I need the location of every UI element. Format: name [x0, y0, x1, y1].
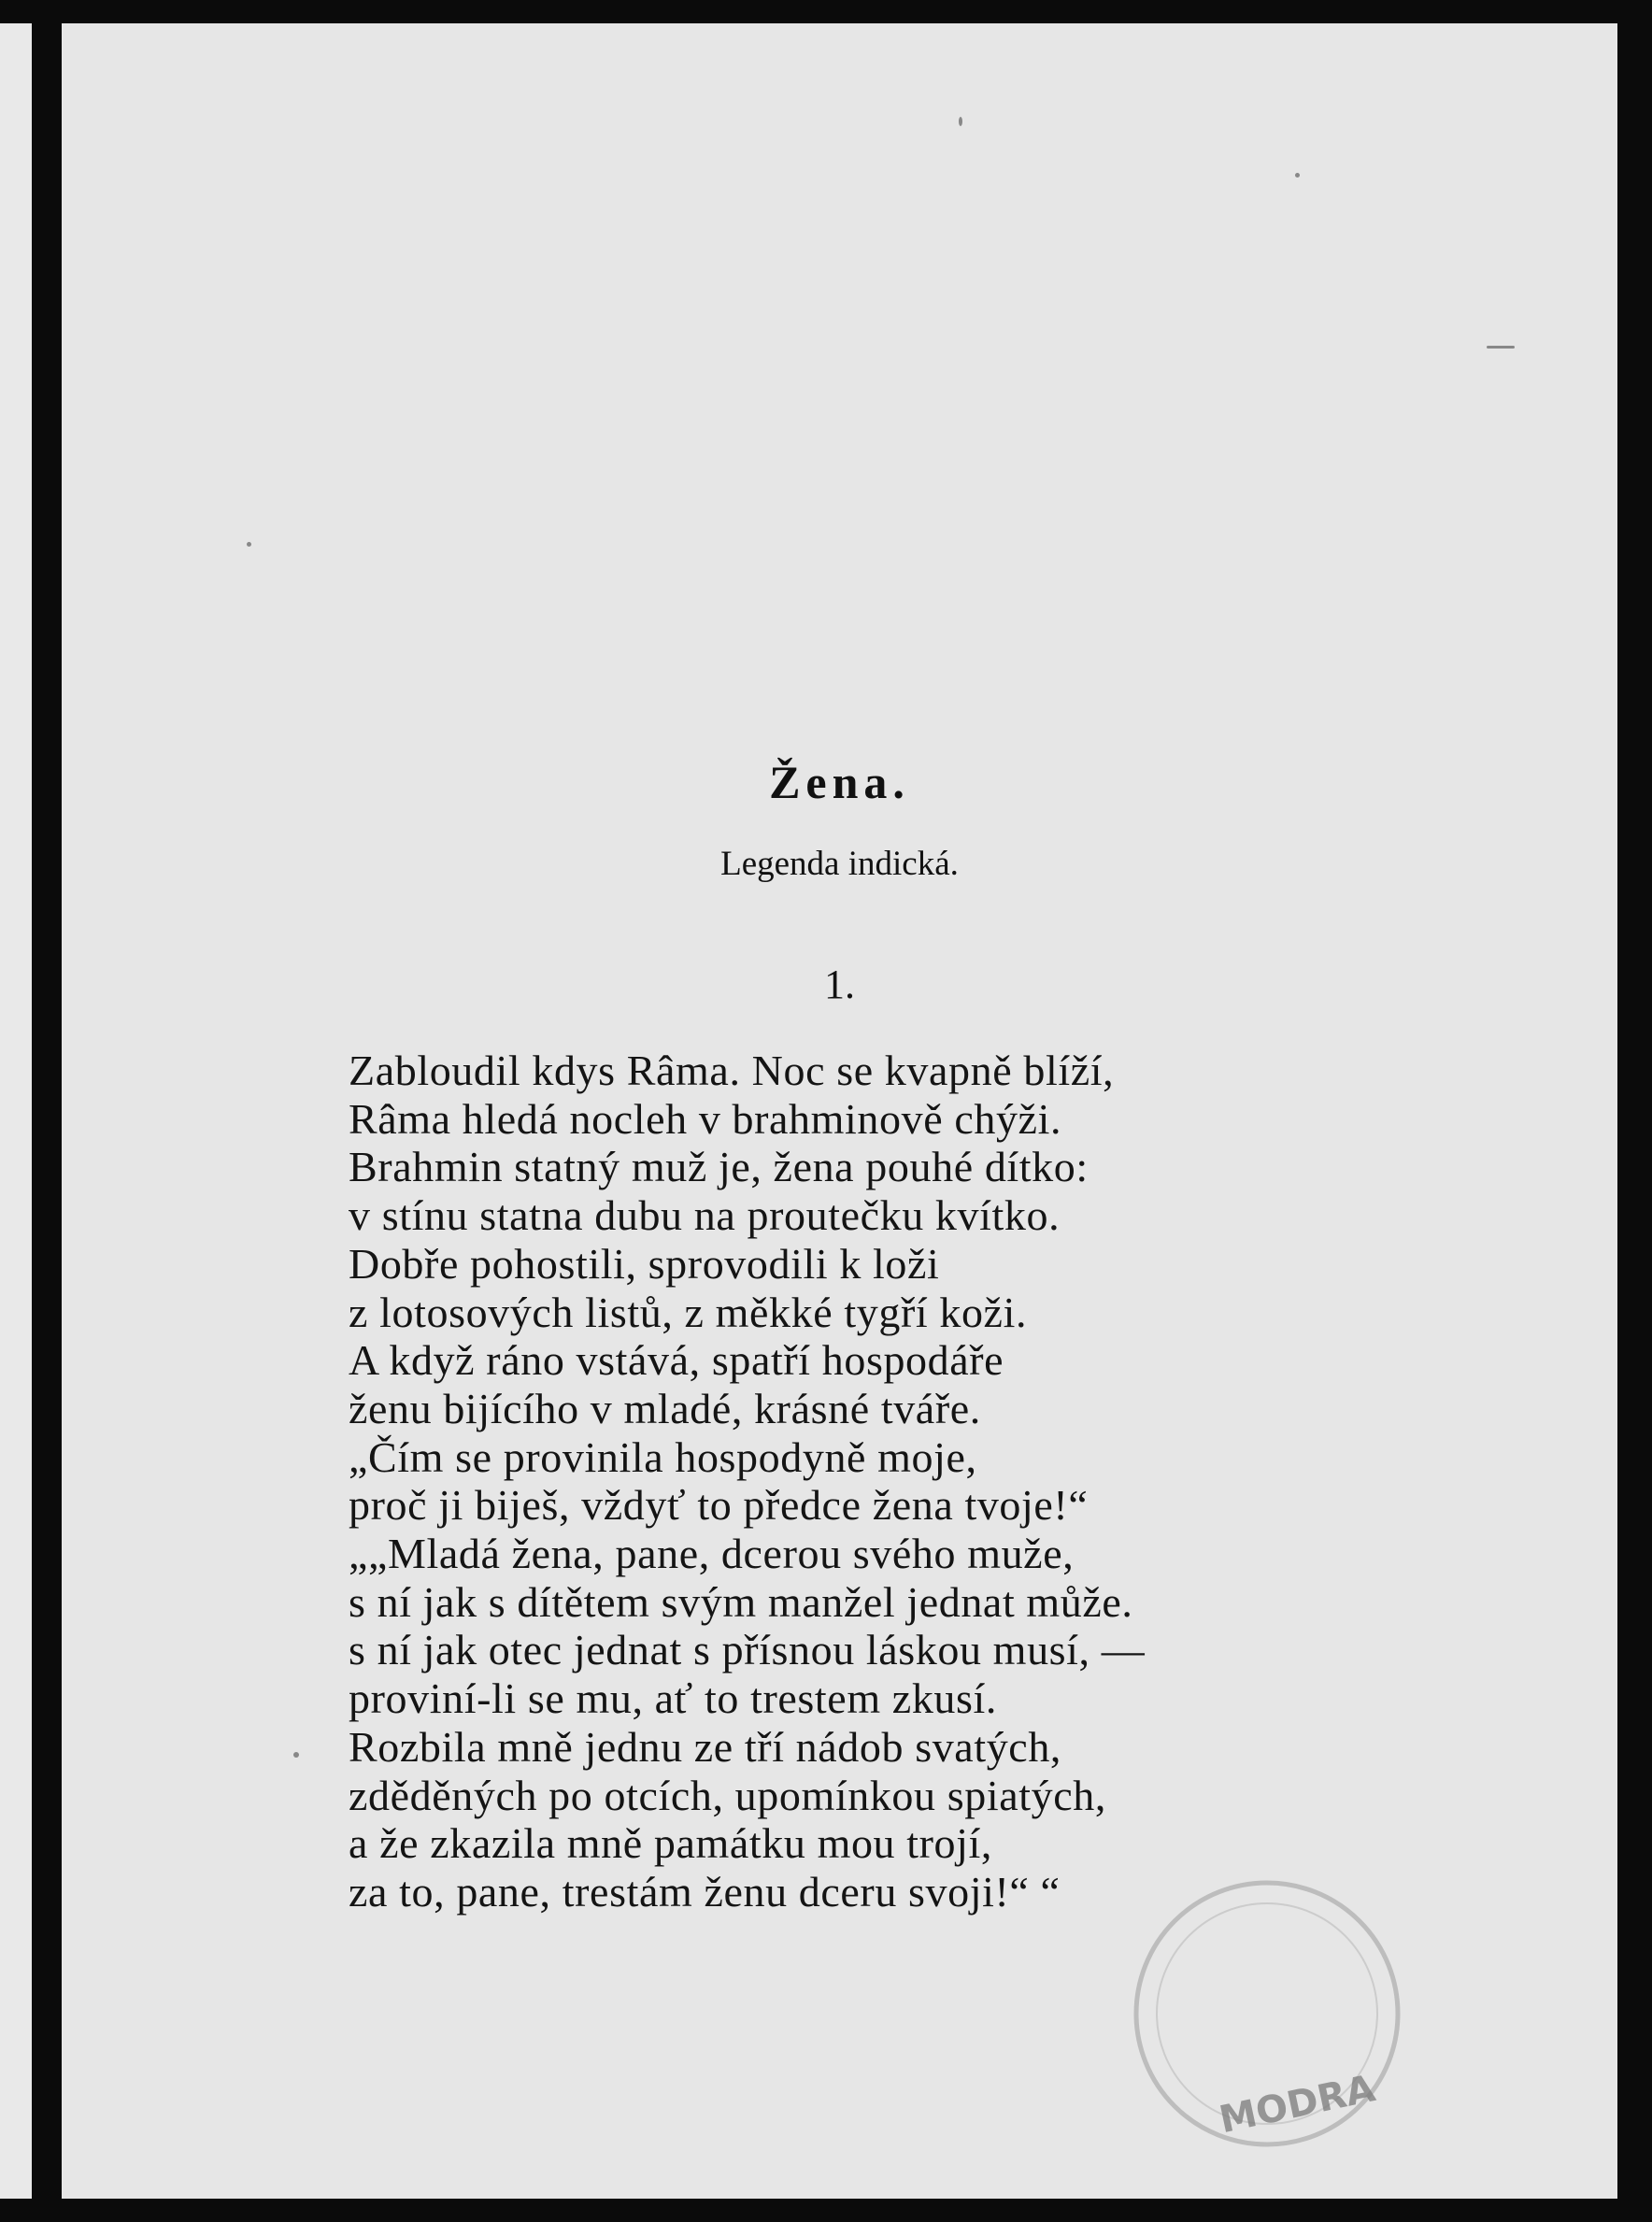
verse-line: a že zkazila mně památku mou trojí,: [349, 1819, 993, 1868]
adjacent-page-edge: [0, 23, 32, 2199]
verse-line: proviní-li se mu, ať to trestem zkusí.: [349, 1674, 997, 1723]
paper-speck: [247, 542, 251, 547]
verse-line: Dobře pohostili, sprovodili k loži: [349, 1239, 940, 1288]
verse-line: s ní jak otec jednat s přísnou láskou musí, —: [349, 1626, 1146, 1674]
verse-line: s ní jak s dítětem svým manžel jednat může.: [349, 1577, 1133, 1626]
paper-speck: [1487, 346, 1515, 349]
verse-line: „„Mladá žena, pane, dcerou svého muže,: [349, 1530, 1075, 1578]
verse-line: Zabloudil kdys Râma. Noc se kvapně blíží,: [349, 1047, 1115, 1094]
paper-speck: [959, 117, 962, 126]
verse-line: A když ráno vstává, spatří hospodáře: [349, 1336, 1004, 1385]
library-stamp: [1108, 1859, 1426, 2168]
stamp-text: MODRA: [1215, 2067, 1379, 2143]
section-number: 1.: [824, 961, 855, 1007]
poem-subtitle: Legenda indická.: [720, 845, 959, 883]
verse-line: ženu bijícího v mladé, krásné tváře.: [349, 1384, 981, 1432]
verse-line: za to, pane, trestám ženu dceru svoji!“ “: [349, 1867, 1061, 1916]
verse-line: proč ji biješ, vždyť to předce žena tvoje!“: [349, 1481, 1089, 1530]
poem-title: Žena.: [769, 756, 910, 808]
verse-line: v stínu statna dubu na proutečku kvítko.: [349, 1191, 1061, 1240]
verse-line: Brahmin statný muž je, žena pouhé dítko:: [349, 1143, 1089, 1191]
paper-speck: [1295, 173, 1300, 178]
poem-verse: [349, 1047, 1339, 1916]
paper-speck: [293, 1752, 299, 1758]
verse-line: Râma hledá nocleh v brahminově chýži.: [349, 1094, 1062, 1143]
book-page: [62, 23, 1617, 2199]
verse-line: „Čím se provinila hospodyně moje,: [349, 1432, 977, 1481]
verse-line: z lotosových listů, z měkké tygří koži.: [349, 1288, 1028, 1336]
verse-line: zděděných po otcích, upomínkou spiatých,: [349, 1771, 1106, 1819]
verse-line: Rozbila mně jednu ze tří nádob svatých,: [349, 1722, 1062, 1771]
